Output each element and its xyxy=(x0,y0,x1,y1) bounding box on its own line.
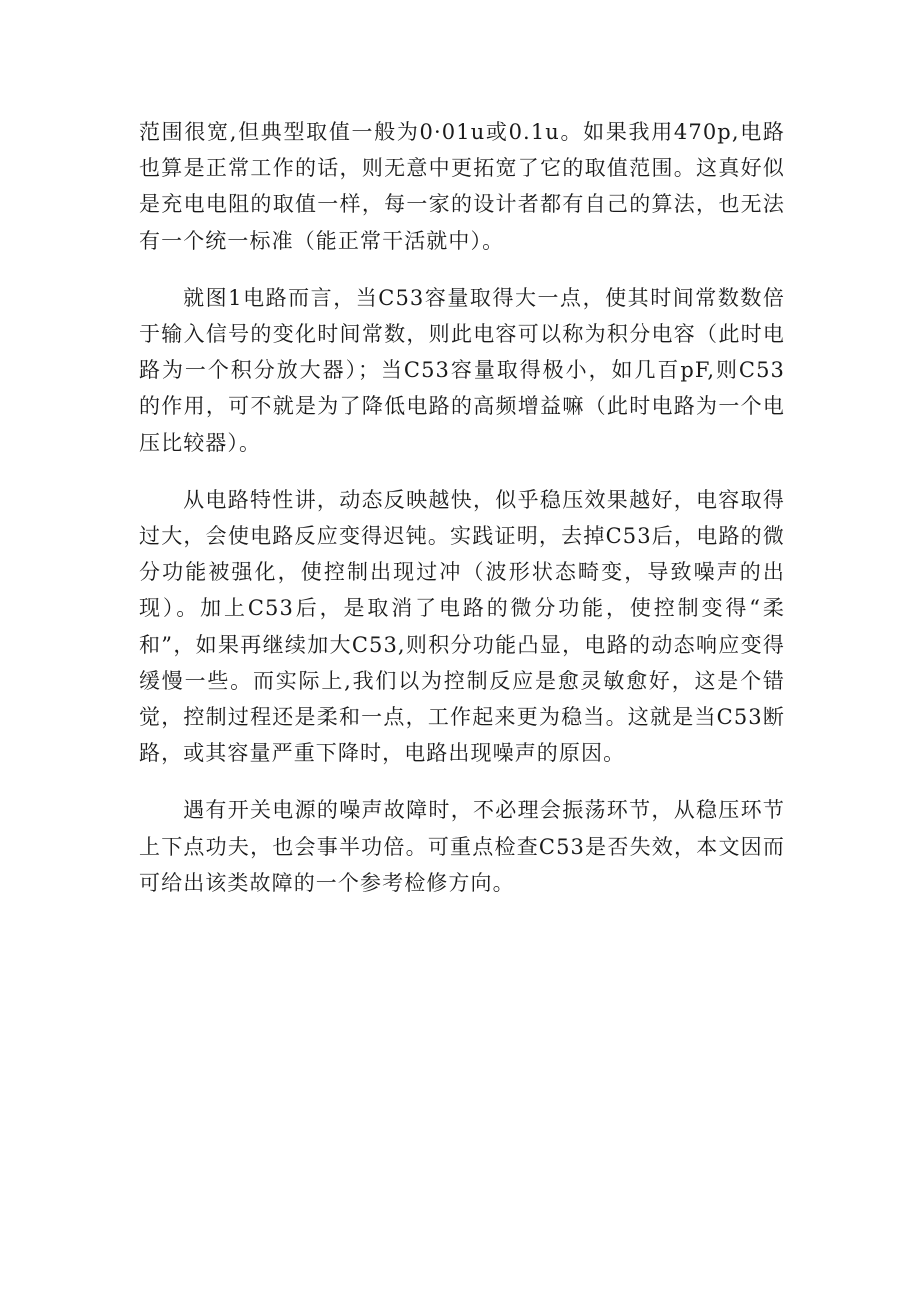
paragraph-1: 范围很宽,但典型取值一般为0·01u或0.1u。如果我用470p,电路也算是正常工作的话，则无意中更拓宽了它的取值范围。这真好似是充电电阻的取值一样，每一家的设计者都有自己的算法，也无法有一个统一标准（能正常干活就中）。 xyxy=(139,120,785,253)
paragraph-4: 遇有开关电源的噪声故障时，不必理会振荡环节，从稳压环节上下点功夫，也会事半功倍。可重点检查C53是否失效，本文因而可给出该类故障的一个参考检修方向。 xyxy=(139,798,785,895)
document-body xyxy=(139,114,785,922)
paragraph-2: 就图1电路而言，当C53容量取得大一点，使其时间常数数倍于输入信号的变化时间常数，则此电容可以称为积分电容（此时电路为一个积分放大器）；当C53容量取得极小，如几百pF,则C53的作用，可不就是为了降低电路的高频增益嘛（此时电路为一个电压比较器）。 xyxy=(139,285,785,455)
paragraph-3: 从电路特性讲，动态反映越快，似乎稳压效果越好，电容取得过大，会使电路反应变得迟钝。实践证明，去掉C53后，电路的微分功能被强化，使控制出现过冲（波形状态畸变，导致噪声的出现）。加上C53后，是取消了电路的微分功能，使控制变得“柔和”，如果再继续加大C53,则积分功能凸显，电路的动态响应变得缓慢一些。而实际上,我们以为控制反应是愈灵敏愈好，这是个错觉，控制过程还是柔和一点，工作起来更为稳当。这就是当C53断路，或其容量严重下降时，电路出现噪声的原因。 xyxy=(139,487,785,766)
